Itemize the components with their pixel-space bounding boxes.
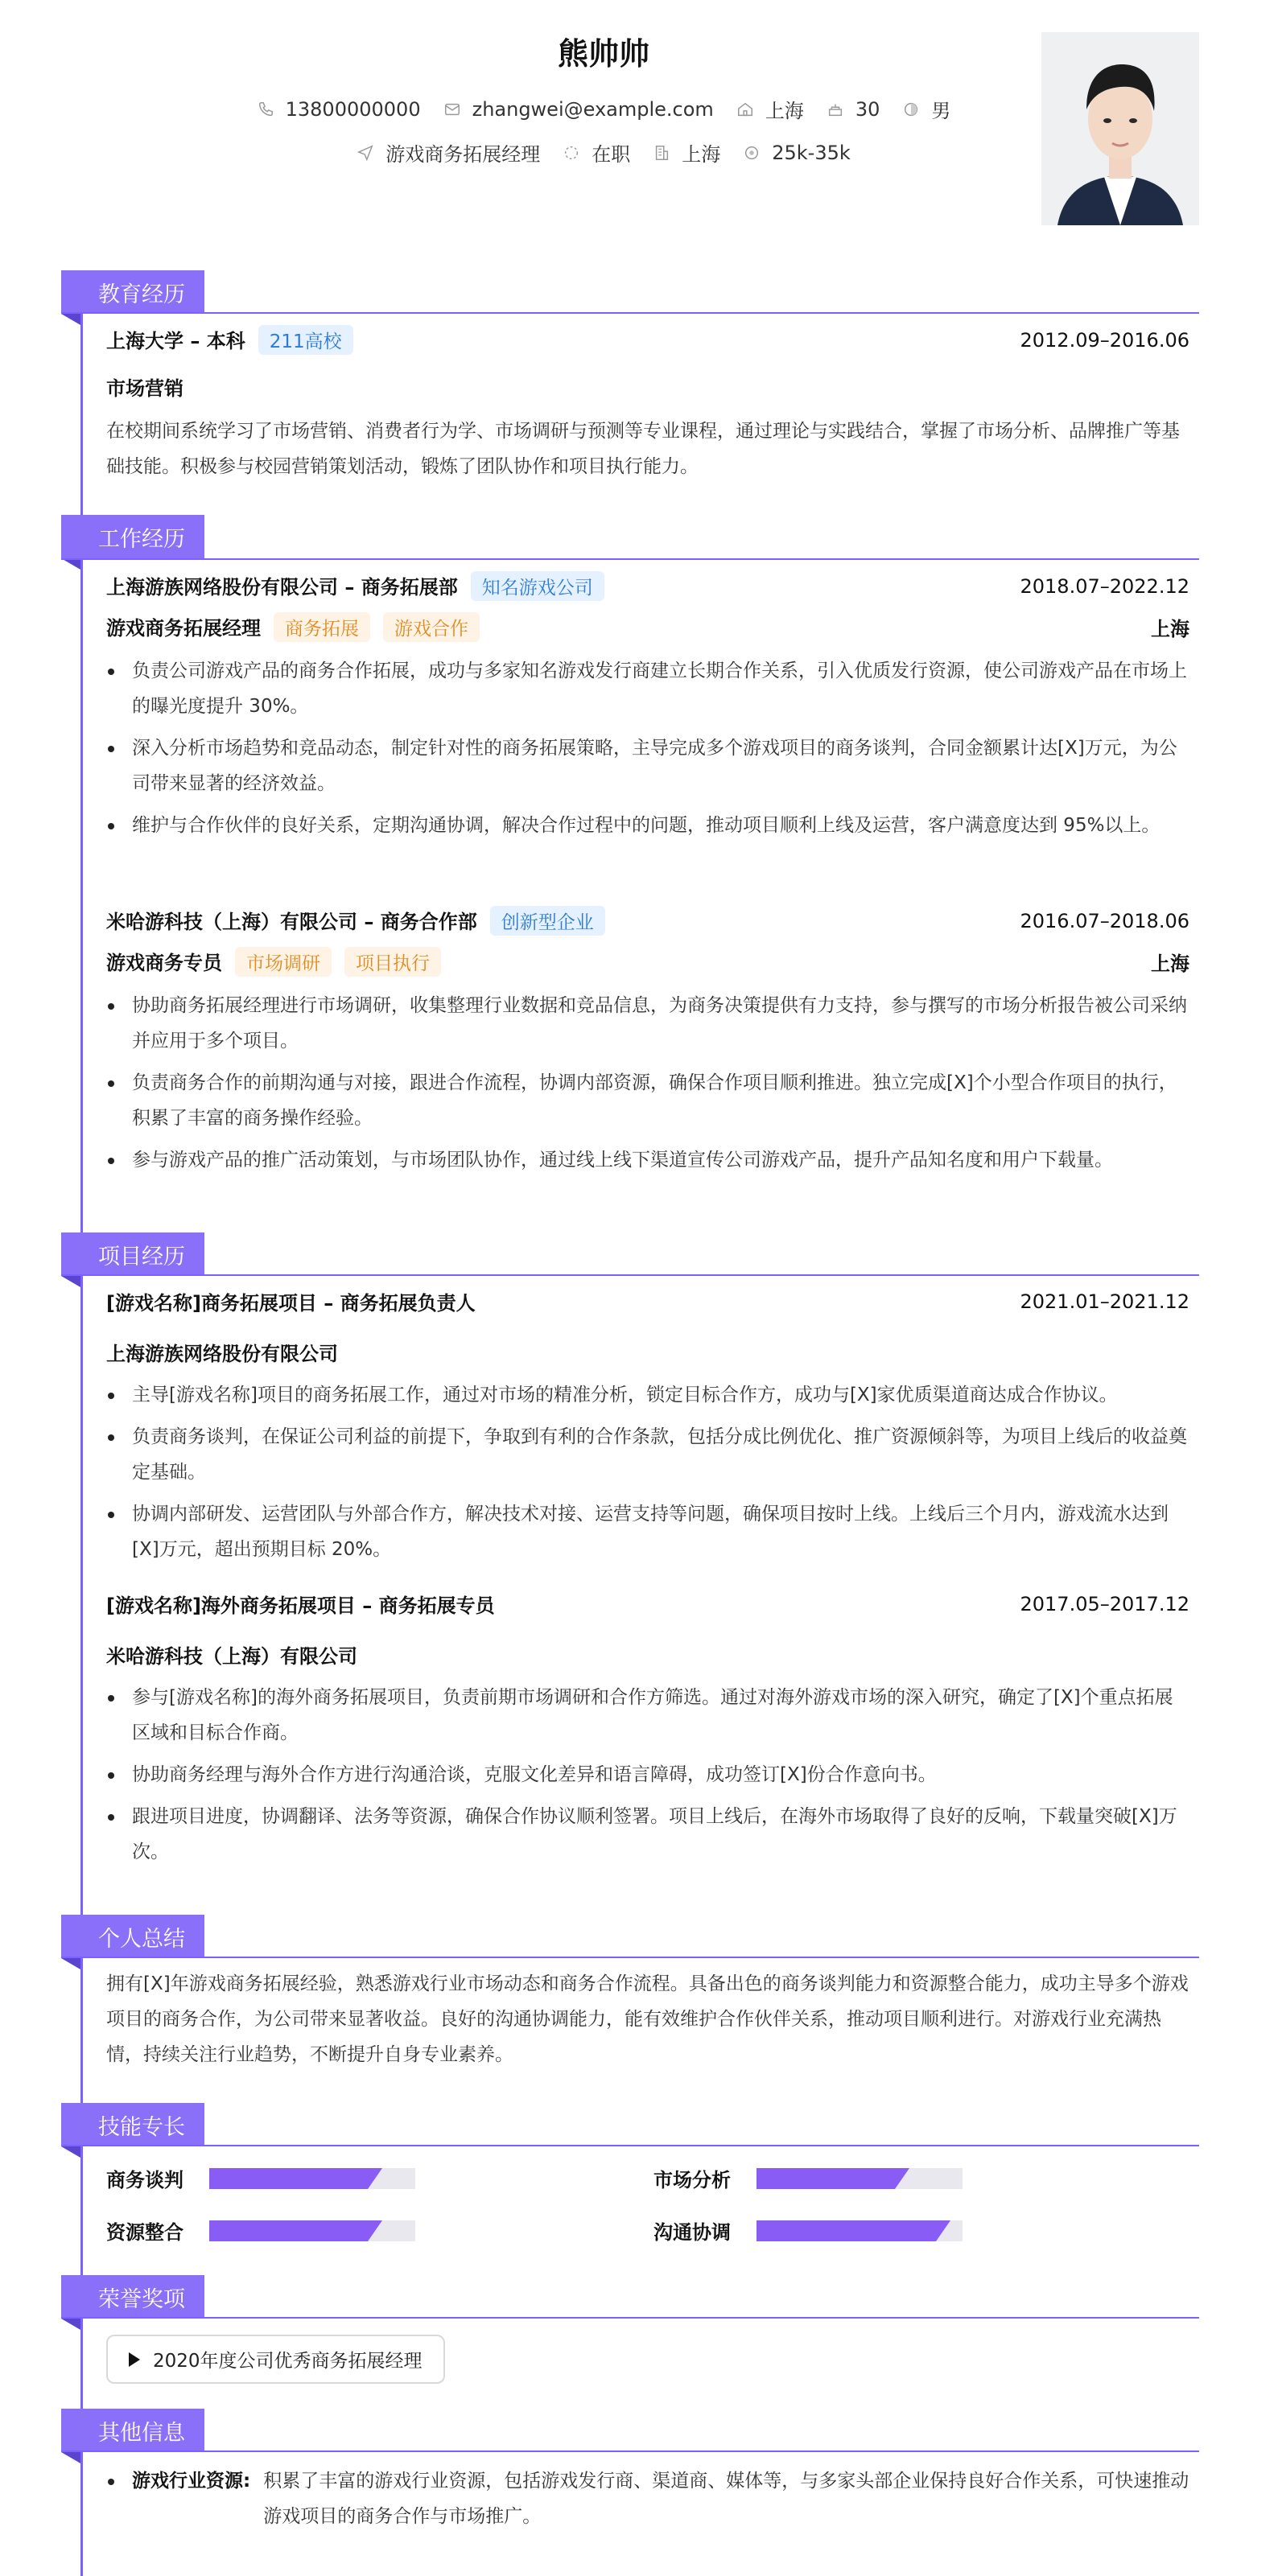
job-role: 游戏商务拓展经理 xyxy=(106,617,261,640)
section-title-work: 工作经历 xyxy=(61,515,204,558)
phone-icon xyxy=(257,101,274,118)
skill-bar xyxy=(756,2168,963,2189)
gender-icon xyxy=(902,101,920,118)
age-icon xyxy=(827,101,844,118)
project-company: 米哈游科技（上海）有限公司 xyxy=(106,1645,357,1668)
job-role-tag: 项目执行 xyxy=(344,947,441,977)
education-header xyxy=(106,325,1189,355)
project-name: [游戏名称]海外商务拓展项目 – 商务拓展专员 xyxy=(106,1595,495,1617)
timeline-line xyxy=(80,309,83,2576)
list-item: 跟进项目进度，协调翻译、法务等资源，确保合作协议顺利签署。项目上线后，在海外市场取得了良好的反响，下载量突破[X]万次。 xyxy=(106,1799,1189,1870)
list-item: 协调内部研发、运营团队与外部合作方，解决技术对接、运营支持等问题，确保项目按时上线。上线后三个月内，游戏流水达到[X]万元，超出预期目标 20%。 xyxy=(106,1496,1189,1567)
section-rule xyxy=(61,1274,1199,1276)
skills-block xyxy=(106,2164,1189,2245)
skill-item xyxy=(653,2216,1201,2245)
candidate-name: 熊帅帅 xyxy=(557,36,649,72)
status-icon xyxy=(563,144,580,162)
status-text: 在职 xyxy=(592,143,631,166)
job-company-tag: 创新型企业 xyxy=(490,906,605,936)
job-header xyxy=(106,906,1189,936)
section-title-projects: 项目经历 xyxy=(61,1232,204,1276)
skill-bar xyxy=(209,2168,415,2189)
education-date: 2012.09–2016.06 xyxy=(1020,328,1189,352)
salary-info xyxy=(743,142,851,164)
skill-label: 商务谈判 xyxy=(106,2169,183,2191)
skills-grid xyxy=(106,2164,1189,2245)
job-role-tag: 游戏合作 xyxy=(383,612,480,642)
list-item: 负责公司游戏产品的商务合作拓展，成功与多家知名游戏发行商建立长期合作关系，引入优质发行资源，使公司游戏产品在市场上的曝光度提升 30%。 xyxy=(106,653,1189,724)
section-title-awards: 荣誉奖项 xyxy=(61,2275,204,2319)
target-position-info xyxy=(357,138,540,167)
building-icon xyxy=(653,144,670,162)
award-text: 2020年度公司优秀商务拓展经理 xyxy=(153,2351,423,2372)
job-role-tag: 市场调研 xyxy=(235,947,332,977)
job-date: 2018.07–2022.12 xyxy=(1020,574,1189,598)
list-item: 深入分析市场趋势和竞品动态，制定针对性的商务拓展策略，主导完成多个游戏项目的商务谈判，合同金额累计达[X]万元，为公司带来显著的经济效益。 xyxy=(106,730,1189,801)
section-title-skills: 技能专长 xyxy=(61,2103,204,2146)
money-icon xyxy=(743,144,761,162)
education-block xyxy=(106,325,1189,484)
list-item: 负责商务合作的前期沟通与对接，跟进合作流程，协调内部资源，确保合作项目顺利推进。独立完成[X]个小型合作项目的执行，积累了丰富的商务操作经验。 xyxy=(106,1065,1189,1136)
send-icon xyxy=(357,144,374,162)
list-item: 协助商务拓展经理进行市场调研，收集整理行业数据和竞品信息，为商务决策提供有力支持，参与撰写的市场分析报告被公司采纳并应用于多个项目。 xyxy=(106,988,1189,1059)
list-item: 主导[游戏名称]项目的商务拓展工作，通过对市场的精准分析，锁定目标合作方，成功与[X]家优质渠道商达成合作协议。 xyxy=(106,1377,1189,1413)
salary-text: 25k-35k xyxy=(772,141,851,164)
other-block xyxy=(106,2463,1189,2534)
project-1 xyxy=(106,1287,1189,1574)
target-city-info xyxy=(653,138,720,167)
city-text: 上海 xyxy=(765,100,804,122)
education-school: 上海大学 – 本科 xyxy=(106,330,245,352)
job-location: 上海 xyxy=(1151,618,1189,640)
project-header xyxy=(106,1287,1189,1315)
skill-bar xyxy=(209,2220,415,2241)
summary-text: 拥有[X]年游戏商务拓展经验，熟悉游戏行业市场动态和商务合作流程。具备出色的商务谈判能力和资源整合能力，成功主导多个游戏项目的商务合作，为公司带来显著收益。良好的沟通协调能力，能有效维护合作伙伴关系，推动项目顺利进行。对游戏行业充满热情，持续关注行业趋势，不断提升自身专业素养。 xyxy=(106,1973,1189,2065)
other-key: 游戏行业资源: xyxy=(132,2471,251,2492)
email-info xyxy=(443,98,714,121)
section-title-other: 其他信息 xyxy=(61,2409,204,2452)
skill-item xyxy=(106,2164,653,2192)
awards-block xyxy=(106,2335,1189,2384)
other-value: 积累了丰富的游戏行业资源，包括游戏发行商、渠道商、媒体等，与多家头部企业保持良好合作关系，可快速推动游戏项目的商务合作与市场推广。 xyxy=(263,2471,1189,2527)
job-company: 米哈游科技（上海）有限公司 – 商务合作部 xyxy=(106,911,477,933)
skill-label: 资源整合 xyxy=(106,2221,183,2244)
project-bullets xyxy=(106,1377,1189,1567)
job-bullets xyxy=(106,988,1189,1178)
award-item xyxy=(106,2335,445,2384)
age-text: 30 xyxy=(855,97,880,121)
resume-header xyxy=(0,0,1278,241)
skill-bar-fill xyxy=(756,2168,895,2189)
project-header xyxy=(106,1590,1189,1618)
education-tag: 211高校 xyxy=(258,325,353,355)
job-role: 游戏商务专员 xyxy=(106,952,222,974)
list-item: 维护与合作伙伴的良好关系，定期沟通协调，解决合作过程中的问题，推动项目顺利上线及运营，客户满意度达到 95%以上。 xyxy=(106,808,1189,843)
skill-bar-fill xyxy=(756,2220,936,2241)
project-date: 2021.01–2021.12 xyxy=(1020,1290,1189,1313)
work-job-1 xyxy=(106,571,1189,850)
job-location: 上海 xyxy=(1151,953,1189,975)
work-job-2 xyxy=(106,906,1189,1184)
job-role-tag: 商务拓展 xyxy=(274,612,370,642)
phone-text: 13800000000 xyxy=(285,97,421,121)
gender-info xyxy=(902,95,950,123)
target-position-text: 游戏商务拓展经理 xyxy=(385,143,541,166)
job-bullets xyxy=(106,653,1189,843)
skill-bar xyxy=(756,2220,963,2241)
skill-item xyxy=(653,2164,1201,2192)
gender-text: 男 xyxy=(931,100,951,122)
age-info xyxy=(827,98,880,121)
section-rule xyxy=(61,2317,1199,2319)
job-role-row xyxy=(106,612,1189,642)
avatar xyxy=(1041,32,1199,225)
contact-row xyxy=(0,95,1207,123)
summary-block xyxy=(106,1966,1189,2072)
list-item: 参与游戏产品的推广活动策划，与市场团队协作，通过线上线下渠道宣传公司游戏产品，提升产品知名度和用户下载量。 xyxy=(106,1142,1189,1178)
play-icon xyxy=(129,2352,140,2367)
job-company-tag: 知名游戏公司 xyxy=(471,571,604,601)
project-name: [游戏名称]商务拓展项目 – 商务拓展负责人 xyxy=(106,1292,476,1315)
mail-icon xyxy=(443,101,461,118)
job-company: 上海游族网络股份有限公司 – 商务拓展部 xyxy=(106,576,458,599)
skill-bar-fill xyxy=(209,2168,368,2189)
section-rule xyxy=(61,1957,1199,1958)
section-title-education: 教育经历 xyxy=(61,270,204,314)
job-date: 2016.07–2018.06 xyxy=(1020,909,1189,932)
target-city-text: 上海 xyxy=(682,143,721,166)
project-company: 上海游族网络股份有限公司 xyxy=(106,1343,338,1365)
job-header xyxy=(106,571,1189,601)
job-intent-row xyxy=(0,138,1207,167)
job-role-row xyxy=(106,947,1189,977)
section-rule xyxy=(61,312,1199,314)
skill-label: 沟通协调 xyxy=(653,2221,731,2244)
status-info xyxy=(563,138,630,167)
list-item: 协助商务经理与海外合作方进行沟通洽谈，克服文化差异和语言障碍，成功签订[X]份合作意向书。 xyxy=(106,1757,1189,1792)
phone-info xyxy=(257,98,421,121)
project-date: 2017.05–2017.12 xyxy=(1020,1592,1189,1615)
section-rule xyxy=(61,2450,1199,2452)
skill-bar-fill xyxy=(209,2220,368,2241)
education-major: 市场营销 xyxy=(106,377,183,400)
list-item xyxy=(106,2463,1189,2534)
project-2 xyxy=(106,1590,1189,1876)
email-text: zhangwei@example.com xyxy=(472,97,714,121)
list-item: 参与[游戏名称]的海外商务拓展项目，负责前期市场调研和合作方筛选。通过对海外游戏市场的深入研究，确定了[X]个重点拓展区域和目标合作商。 xyxy=(106,1680,1189,1751)
list-item: 负责商务谈判，在保证公司利益的前提下，争取到有利的合作条款，包括分成比例优化、推广资源倾斜等，为项目上线后的收益奠定基础。 xyxy=(106,1419,1189,1490)
skill-label: 市场分析 xyxy=(653,2169,731,2191)
section-rule xyxy=(61,2145,1199,2146)
section-rule xyxy=(61,558,1199,560)
home-icon xyxy=(736,101,754,118)
skill-item xyxy=(106,2216,653,2245)
section-title-summary: 个人总结 xyxy=(61,1915,204,1958)
project-bullets xyxy=(106,1680,1189,1870)
city-info xyxy=(736,95,804,123)
education-description: 在校期间系统学习了市场营销、消费者行为学、市场调研与预测等专业课程，通过理论与实践结合，掌握了市场分析、品牌推广等基础技能。积极参与校园营销策划活动，锻炼了团队协作和项目执行能力。 xyxy=(106,421,1180,477)
